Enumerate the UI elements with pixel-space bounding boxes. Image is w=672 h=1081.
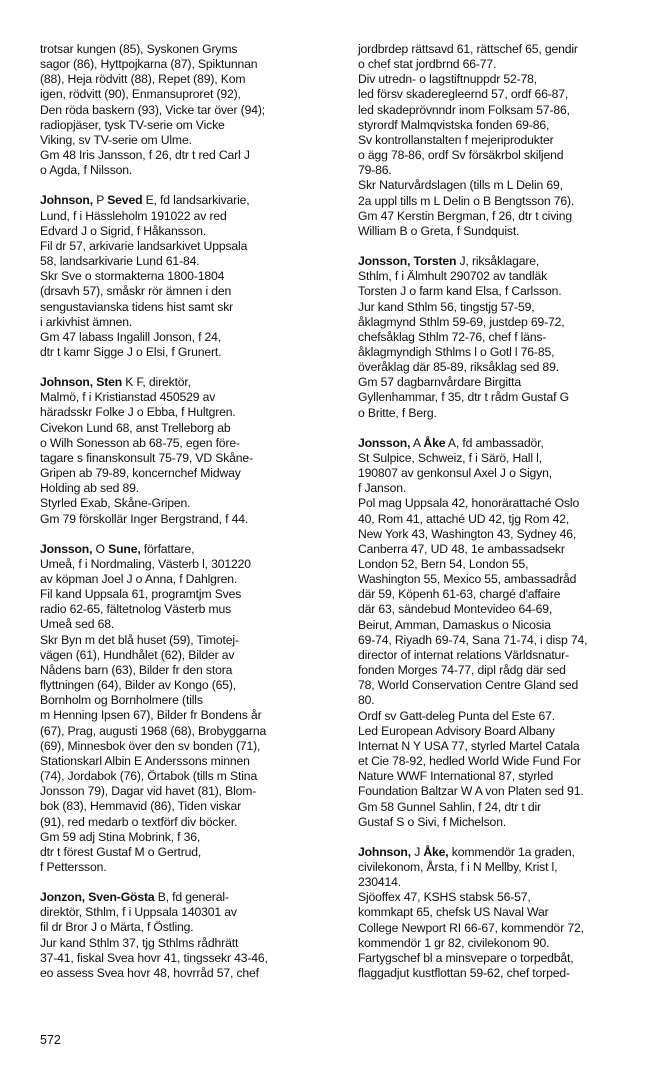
entry-text-line: 37-41, fiskal Svea hovr 41, tingssekr 43-46, bbox=[40, 950, 268, 965]
entry-initials: O bbox=[92, 541, 109, 556]
entry-text-line: Torsten J o farm kand Elsa, f Carlsson. bbox=[358, 284, 562, 299]
entry-text-line: College Newport RI 66-67, kommendör 72, bbox=[358, 920, 584, 935]
entry-text-line: Umeå, f i Nordmaling, Västerb l, 301220 bbox=[40, 556, 251, 571]
entry-text-line: o Agda, f Nilsson. bbox=[40, 163, 133, 178]
entry-text-line: bok (83), Hemmavid (86), Tiden viskar bbox=[40, 799, 242, 814]
entry-text-line: 80. bbox=[358, 693, 375, 708]
entry-title: A, fd ambassadör, bbox=[445, 435, 544, 450]
entry-text-line: Skr Sve o stormakterna 1800-1804 bbox=[40, 269, 225, 284]
entry-text-line: Bornholm og Bornholmere (tills bbox=[40, 693, 203, 708]
entry-text-line: Nature WWF International 87, styrled bbox=[358, 769, 554, 784]
entry-text-line: o Wilh Sonesson ab 68-75, egen före- bbox=[40, 435, 240, 450]
left-column bbox=[40, 42, 340, 996]
entry-text-line: styrordf Malmqvistska fonden 69-86, bbox=[358, 117, 550, 132]
entry-headline bbox=[40, 375, 340, 390]
entry-text-line: chefsåklag Sthlm 72-76, chef f läns- bbox=[358, 329, 547, 344]
entry-text-line: Foundation Baltzar W A von Platen sed 91. bbox=[358, 784, 584, 799]
entry-text-line: i arkivhist ämnen. bbox=[40, 314, 133, 329]
entry-given-name: Åke bbox=[423, 435, 446, 450]
entry-text-line: Viking, sv TV-serie om Ulme. bbox=[40, 132, 192, 147]
entry-text-line: Stationskarl Albin E Anderssons minnen bbox=[40, 753, 250, 768]
entry-text-line: häradsskr Folke J o Ebba, f Hultgren. bbox=[40, 405, 236, 420]
entry-text-line: 2a uppl tills m L Delin o B Bengtsson 76). bbox=[358, 193, 575, 208]
entry-text-line: jordbrdep rättsavd 61, rättschef 65, gendir bbox=[358, 42, 578, 56]
entry-text-line: William B o Greta, f Sundquist. bbox=[358, 223, 520, 238]
entry-text-line: där 59, Köpenh 61-63, chargé d'affaire bbox=[358, 587, 561, 602]
entry-text-line: Led European Advisory Board Albany bbox=[358, 723, 555, 738]
entry-text-line: eo assess Svea hovr 48, hovrråd 57, chef bbox=[40, 965, 259, 980]
entry-text-line: Sv kontrollanstalten f mejeriprodukter bbox=[358, 132, 554, 147]
entry-initials: J bbox=[410, 844, 424, 859]
entry-text-line: Styrled Exab, Skåne-Gripen. bbox=[40, 496, 191, 511]
entry-text-line: Lund, f i Hässleholm 191022 av red bbox=[40, 208, 227, 223]
entry-text-line: et Cie 78-92, hedled World Wide Fund For bbox=[358, 754, 581, 769]
entry-text-line: Fil dr 57, arkivarie landsarkivet Uppsala bbox=[40, 238, 248, 253]
entry-text-line: flyttningen (64), Bilder av Kongo (65), bbox=[40, 678, 237, 693]
entry-text-line: vägen (61), Hundhålet (62), Bilder av bbox=[40, 647, 235, 662]
entry-text-line: Ordf sv Gatt-deleg Punta del Este 67. bbox=[358, 708, 556, 723]
entry-surname: Jonsson, bbox=[358, 435, 411, 450]
entry-text-line: Gm 59 adj Stina Mobrink, f 36, bbox=[40, 829, 201, 844]
entry-text-line: Malmö, f i Kristianstad 450529 av bbox=[40, 390, 216, 405]
entry-text-line: Skr Naturvårdslagen (tills m L Delin 69, bbox=[358, 178, 563, 193]
entry-text-line: Canberra 47, UD 48, 1e ambassadsekr bbox=[358, 541, 565, 556]
entry-text-line: radio 62-65, fältetnolog Västerb mus bbox=[40, 602, 232, 617]
entry-text-line: dtr t förest Gustaf M o Gertrud, bbox=[40, 844, 202, 859]
entry-text-line: o ägg 78-86, ordf Sv försäkrbol skiljend bbox=[358, 148, 564, 163]
entry-text-line: av köpman Joel J o Anna, f Dahlgren. bbox=[40, 572, 238, 586]
entry-given-name: Torsten bbox=[413, 254, 457, 269]
entry-headline bbox=[358, 254, 658, 269]
right-column bbox=[358, 42, 658, 996]
entry-text-line: Gm 48 Iris Jansson, f 26, dtr t red Carl J bbox=[40, 148, 250, 163]
entry-given-name: Sune, bbox=[108, 541, 141, 556]
entry-text-line: Sthlm, f i Älmhult 290702 av tandläk bbox=[358, 269, 548, 284]
entry-surname: Jonsson, bbox=[358, 254, 411, 269]
entry-text-line: director of internat relations Världsnatur- bbox=[358, 647, 569, 662]
entry-text-line: 58, landsarkivarie Lund 61-84. bbox=[40, 254, 200, 269]
entry-text-line: f Pettersson. bbox=[40, 859, 107, 874]
entry-given-name: Sven-Gösta bbox=[88, 890, 155, 905]
entry-text-line: Holding ab sed 89. bbox=[40, 481, 139, 496]
biography-entry bbox=[40, 375, 340, 527]
entry-text-line: tagare s finanskonsult 75-79, VD Skåne- bbox=[40, 450, 253, 465]
entry-text-line: led skadeprövnndr inom Folksam 57-86, bbox=[358, 102, 570, 117]
entry-text-line: Gm 47 Kerstin Bergman, f 26, dtr t civing bbox=[358, 208, 572, 223]
entry-text-line: flaggadjut kustflottan 59-62, chef torped- bbox=[358, 966, 570, 981]
page-number: 572 bbox=[40, 1033, 61, 1047]
biography-entry bbox=[40, 193, 340, 360]
entry-text-line: radiopjäser, tysk TV-serie om Vicke bbox=[40, 117, 225, 132]
entry-text-line: 79-86. bbox=[358, 163, 392, 178]
entry-text-line: 230414. bbox=[358, 875, 402, 890]
entry-title: författare, bbox=[140, 541, 195, 556]
entry-headline bbox=[40, 193, 340, 208]
entry-text-line: Jonsson 79), Dagar vid havet (81), Blom- bbox=[40, 784, 257, 799]
biography-entry bbox=[358, 42, 658, 239]
entry-text-line: (74), Jordabok (76), Örtabok (tills m Stina bbox=[40, 769, 258, 784]
entry-initials: A bbox=[410, 435, 424, 450]
biography-entry bbox=[358, 436, 658, 830]
entry-headline bbox=[40, 890, 340, 905]
biography-entry bbox=[40, 890, 340, 981]
entry-text-line: åklagmyndigh Sthlms l o Gotl l 76-85, bbox=[358, 344, 555, 359]
entry-surname: Johnson, bbox=[40, 375, 93, 390]
biography-entry bbox=[40, 542, 340, 875]
entry-text-line: o chef stat jordbrnd 66-77. bbox=[358, 57, 497, 72]
entry-title: B, fd general- bbox=[154, 890, 229, 905]
entry-text-line: Gm 57 dagbarnvårdare Birgitta bbox=[358, 375, 521, 390]
entry-given-name: Seved bbox=[107, 193, 143, 208]
entry-title: K F, direktör, bbox=[122, 375, 191, 390]
entry-text-line: Gripen ab 79-89, koncernchef Midway bbox=[40, 466, 241, 481]
entry-text-line: Umeå sed 68. bbox=[40, 617, 115, 632]
entry-text-line: fil dr Bror J o Märta, f Östling. bbox=[40, 920, 194, 935]
biography-entry bbox=[358, 845, 658, 981]
entry-text-line: o Britte, f Berg. bbox=[358, 405, 437, 420]
entry-title: E, fd landsarkivarie, bbox=[142, 193, 250, 208]
entry-text-line: (88), Heja rödvitt (88), Repet (89), Kom bbox=[40, 72, 246, 87]
entry-text-line: Civekon Lund 68, anst Trelleborg ab bbox=[40, 420, 231, 435]
entry-text-line: Div utredn- o lagstiftnuppdr 52-78, bbox=[358, 72, 538, 87]
entry-text-line: 78, World Conservation Centre Gland sed bbox=[358, 678, 579, 693]
entry-text-line: (67), Prag, augusti 1968 (68), Brobyggarna bbox=[40, 723, 267, 738]
entry-text-line: New York 43, Washington 43, Sydney 46, bbox=[358, 526, 577, 541]
entry-text-line: 190807 av genkonsul Axel J o Sigyn, bbox=[358, 466, 552, 481]
entry-text-line: St Sulpice, Schweiz, f i Särö, Hall l, bbox=[358, 450, 542, 465]
entry-surname: Jonzon, bbox=[40, 890, 85, 905]
entry-surname: Johnson, bbox=[40, 193, 93, 208]
entry-text-line: (91), red medarb o textförf div böcker. bbox=[40, 814, 238, 829]
entry-text-line: London 52, Bern 54, London 55, bbox=[358, 557, 529, 571]
entry-text-line: Internat N Y USA 77, styrled Martel Catala bbox=[358, 738, 580, 753]
entry-text-line: led försv skaderegleernd 57, ordf 66-87, bbox=[358, 87, 569, 102]
entry-text-line: direktör, Sthlm, f i Uppsala 140301 av bbox=[40, 905, 237, 920]
entry-text-line: 40, Rom 41, attaché UD 42, tjg Rom 42, bbox=[358, 511, 570, 526]
entry-text-line: Fartygschef bl a minsvepare o torpedbåt, bbox=[358, 950, 574, 965]
entry-text-line: Den röda baskern (93), Vicke tar över (94); bbox=[40, 102, 265, 117]
entry-text-line: m Henning Ipsen 67), Bilder fr Bondens år bbox=[40, 708, 262, 723]
entry-given-name: Åke, bbox=[423, 844, 449, 859]
entry-text-line: f Janson. bbox=[358, 481, 407, 496]
entry-headline bbox=[358, 436, 658, 451]
entry-text-line: Gustaf S o Sivi, f Michelson. bbox=[358, 814, 507, 829]
entry-text-line: (drsavh 57), småskr rör ämnen i den bbox=[40, 284, 232, 299]
entry-text-line: Fil kand Uppsala 61, programtjm Sves bbox=[40, 587, 242, 602]
entry-text-line: Gm 47 labass Ingalill Jonson, f 24, bbox=[40, 329, 222, 344]
entry-text-line: Skr Byn m det blå huset (59), Timotej- bbox=[40, 632, 239, 647]
entry-text-line: Jur kand Sthlm 37, tjg Sthlms rådhrätt bbox=[40, 935, 239, 950]
entry-text-line: Pol mag Uppsala 42, honorärattaché Oslo bbox=[358, 496, 580, 511]
entry-text-line: igen, rödvitt (90), Enmansuproret (92), bbox=[40, 87, 241, 102]
entry-headline bbox=[40, 542, 340, 557]
biography-entry bbox=[358, 254, 658, 421]
entry-headline bbox=[358, 845, 658, 860]
entry-text-line: Sjöoffex 47, KSHS stabsk 56-57, bbox=[358, 890, 531, 905]
entry-surname: Jonsson, bbox=[40, 541, 93, 556]
entry-text-line: Gm 58 Gunnel Sahlin, f 24, dtr t dir bbox=[358, 799, 541, 814]
entry-text-line: kommendör 1 gr 82, civilekonom 90. bbox=[358, 935, 550, 950]
entry-text-line: fonden Morges 74-77, dipl rådg där sed bbox=[358, 663, 566, 678]
biography-entry bbox=[40, 42, 340, 178]
entry-text-line: sagor (86), Hyttpojkarna (87), Spiktunnan bbox=[40, 57, 258, 72]
entry-text-line: där 63, sändebud Montevideo 64-69, bbox=[358, 602, 553, 617]
entry-text-line: Nådens barn (63), Bilder fr den stora bbox=[40, 662, 233, 677]
entry-text-line: Gyllenhammar, f 35, dtr t rådm Gustaf G bbox=[358, 390, 569, 405]
entry-title: J, riksåklagare, bbox=[456, 254, 540, 269]
entry-text-line: Jur kand Sthlm 56, tingstjg 57-59, bbox=[358, 299, 535, 314]
entry-text-line: Beirut, Amman, Damaskus o Nicosia bbox=[358, 617, 551, 632]
entry-text-line: kommkapt 65, chefsk US Naval War bbox=[358, 905, 549, 920]
entry-text-line: Gm 79 förskollär Inger Bergstrand, f 44. bbox=[40, 511, 249, 526]
entry-given-name: Sten bbox=[96, 375, 123, 390]
entry-text-line: överåklag där 85-89, riksåklag sed 89. bbox=[358, 360, 559, 375]
entry-surname: Johnson, bbox=[358, 844, 411, 859]
entry-text-line: Edvard J o Sigrid, f Håkansson. bbox=[40, 223, 207, 238]
entry-text-line: trotsar kungen (85), Syskonen Gryms bbox=[40, 42, 238, 56]
entry-text-line: 69-74, Riyadh 69-74, Sana 71-74, i disp 74, bbox=[358, 632, 588, 647]
entry-text-line: åklagmynd Sthlm 59-69, justdep 69-72, bbox=[358, 314, 565, 329]
entry-text-line: Washington 55, Mexico 55, ambassadråd bbox=[358, 572, 577, 587]
entry-text-line: dtr t kamr Sigge J o Elsi, f Grunert. bbox=[40, 344, 222, 359]
entry-text-line: (69), Minnesbok över den sv bonden (71), bbox=[40, 738, 261, 753]
entry-initials: P bbox=[92, 193, 108, 208]
entry-text-line: sengustavianska tidens hist samt skr bbox=[40, 299, 234, 314]
entry-text-line: civilekonom, Årsta, f i N Mellby, Krist l, bbox=[358, 859, 558, 874]
entry-title: kommendör 1a graden, bbox=[448, 844, 575, 859]
